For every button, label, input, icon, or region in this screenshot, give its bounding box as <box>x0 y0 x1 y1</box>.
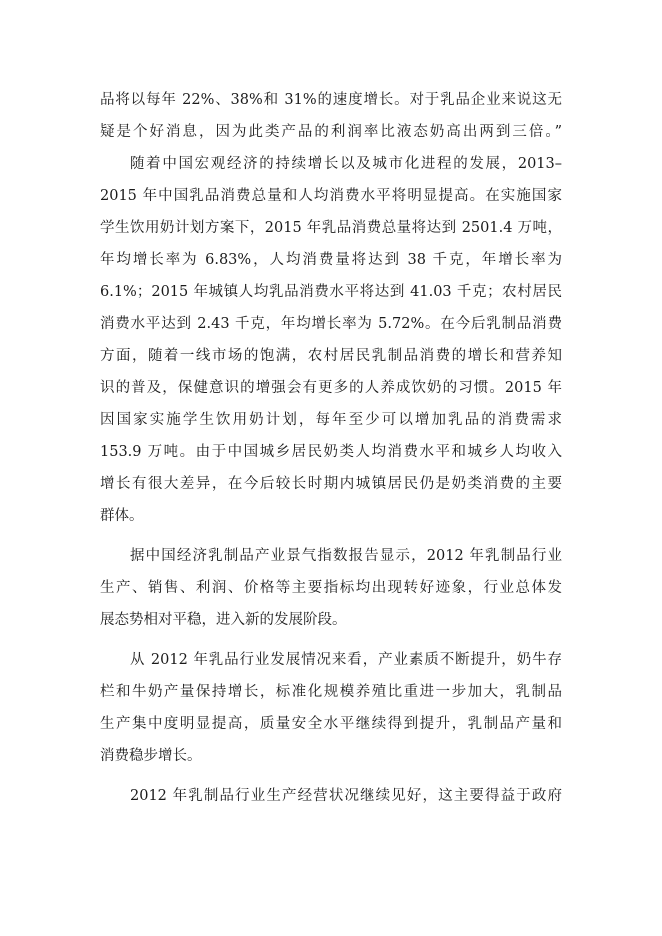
text-line-4: 2015 年中国乳品消费总量和人均消费水平将明显提高。在实施国家 <box>100 188 562 204</box>
paragraph-3-line-1: 据中国经济乳制品产业景气指数报告显示，2012 年乳制品行业 <box>130 548 562 564</box>
text-line-12: 153.9 万吨。由于中国城乡居民奶类人均消费水平和城乡人均收入 <box>100 444 562 460</box>
text-line-9: 方面，随着一线市场的饱满，农村居民乳制品消费的增长和营养知 <box>100 348 562 364</box>
text-line-13: 增长有很大差异，在今后较长时期内城镇居民仍是奶类消费的主要 <box>100 476 562 492</box>
text-line-21: 消费稳步增长。 <box>100 748 202 764</box>
text-line-7: 6.1%；2015 年城镇人均乳品消费水平将达到 41.03 千克；农村居民 <box>100 284 562 300</box>
paragraph-2-line-1: 随着中国宏观经济的持续增长以及城市化进程的发展，2013– <box>130 156 562 172</box>
text-line-6: 年均增长率为 6.83%，人均消费量将达到 38 千克，年增长率为 <box>100 252 562 268</box>
text-line-16: 生产、销售、利润、价格等主要指标均出现转好迹象，行业总体发 <box>100 580 562 596</box>
text-line-17: 展态势相对平稳，进入新的发展阶段。 <box>100 612 347 628</box>
text-line-20: 生产集中度明显提高，质量安全水平继续得到提升，乳制品产量和 <box>100 716 562 732</box>
paragraph-5-line-1: 2012 年乳制品行业生产经营状况继续见好，这主要得益于政府 <box>130 788 562 804</box>
text-line-10: 识的普及，保健意识的增强会有更多的人养成饮奶的习惯。2015 年 <box>100 380 562 396</box>
text-line-11: 因国家实施学生饮用奶计划，每年至少可以增加乳品的消费需求 <box>100 412 562 428</box>
text-line-14: 群体。 <box>100 508 144 524</box>
paragraph-4-line-1: 从 2012 年乳品行业发展情况来看，产业素质不断提升，奶牛存 <box>130 652 562 668</box>
text-line-8: 消费水平达到 2.43 千克，年均增长率为 5.72%。在今后乳制品消费 <box>100 316 562 332</box>
text-line-1: 品将以每年 22%、38%和 31%的速度增长。对于乳品企业来说这无 <box>100 92 562 108</box>
text-line-19: 栏和牛奶产量保持增长，标准化规模养殖比重进一步加大，乳制品 <box>100 684 562 700</box>
text-line-2: 疑是个好消息，因为此类产品的利润率比液态奶高出两到三倍。” <box>100 124 562 140</box>
text-line-5: 学生饮用奶计划方案下，2015 年乳品消费总量将达到 2501.4 万吨， <box>100 220 562 236</box>
